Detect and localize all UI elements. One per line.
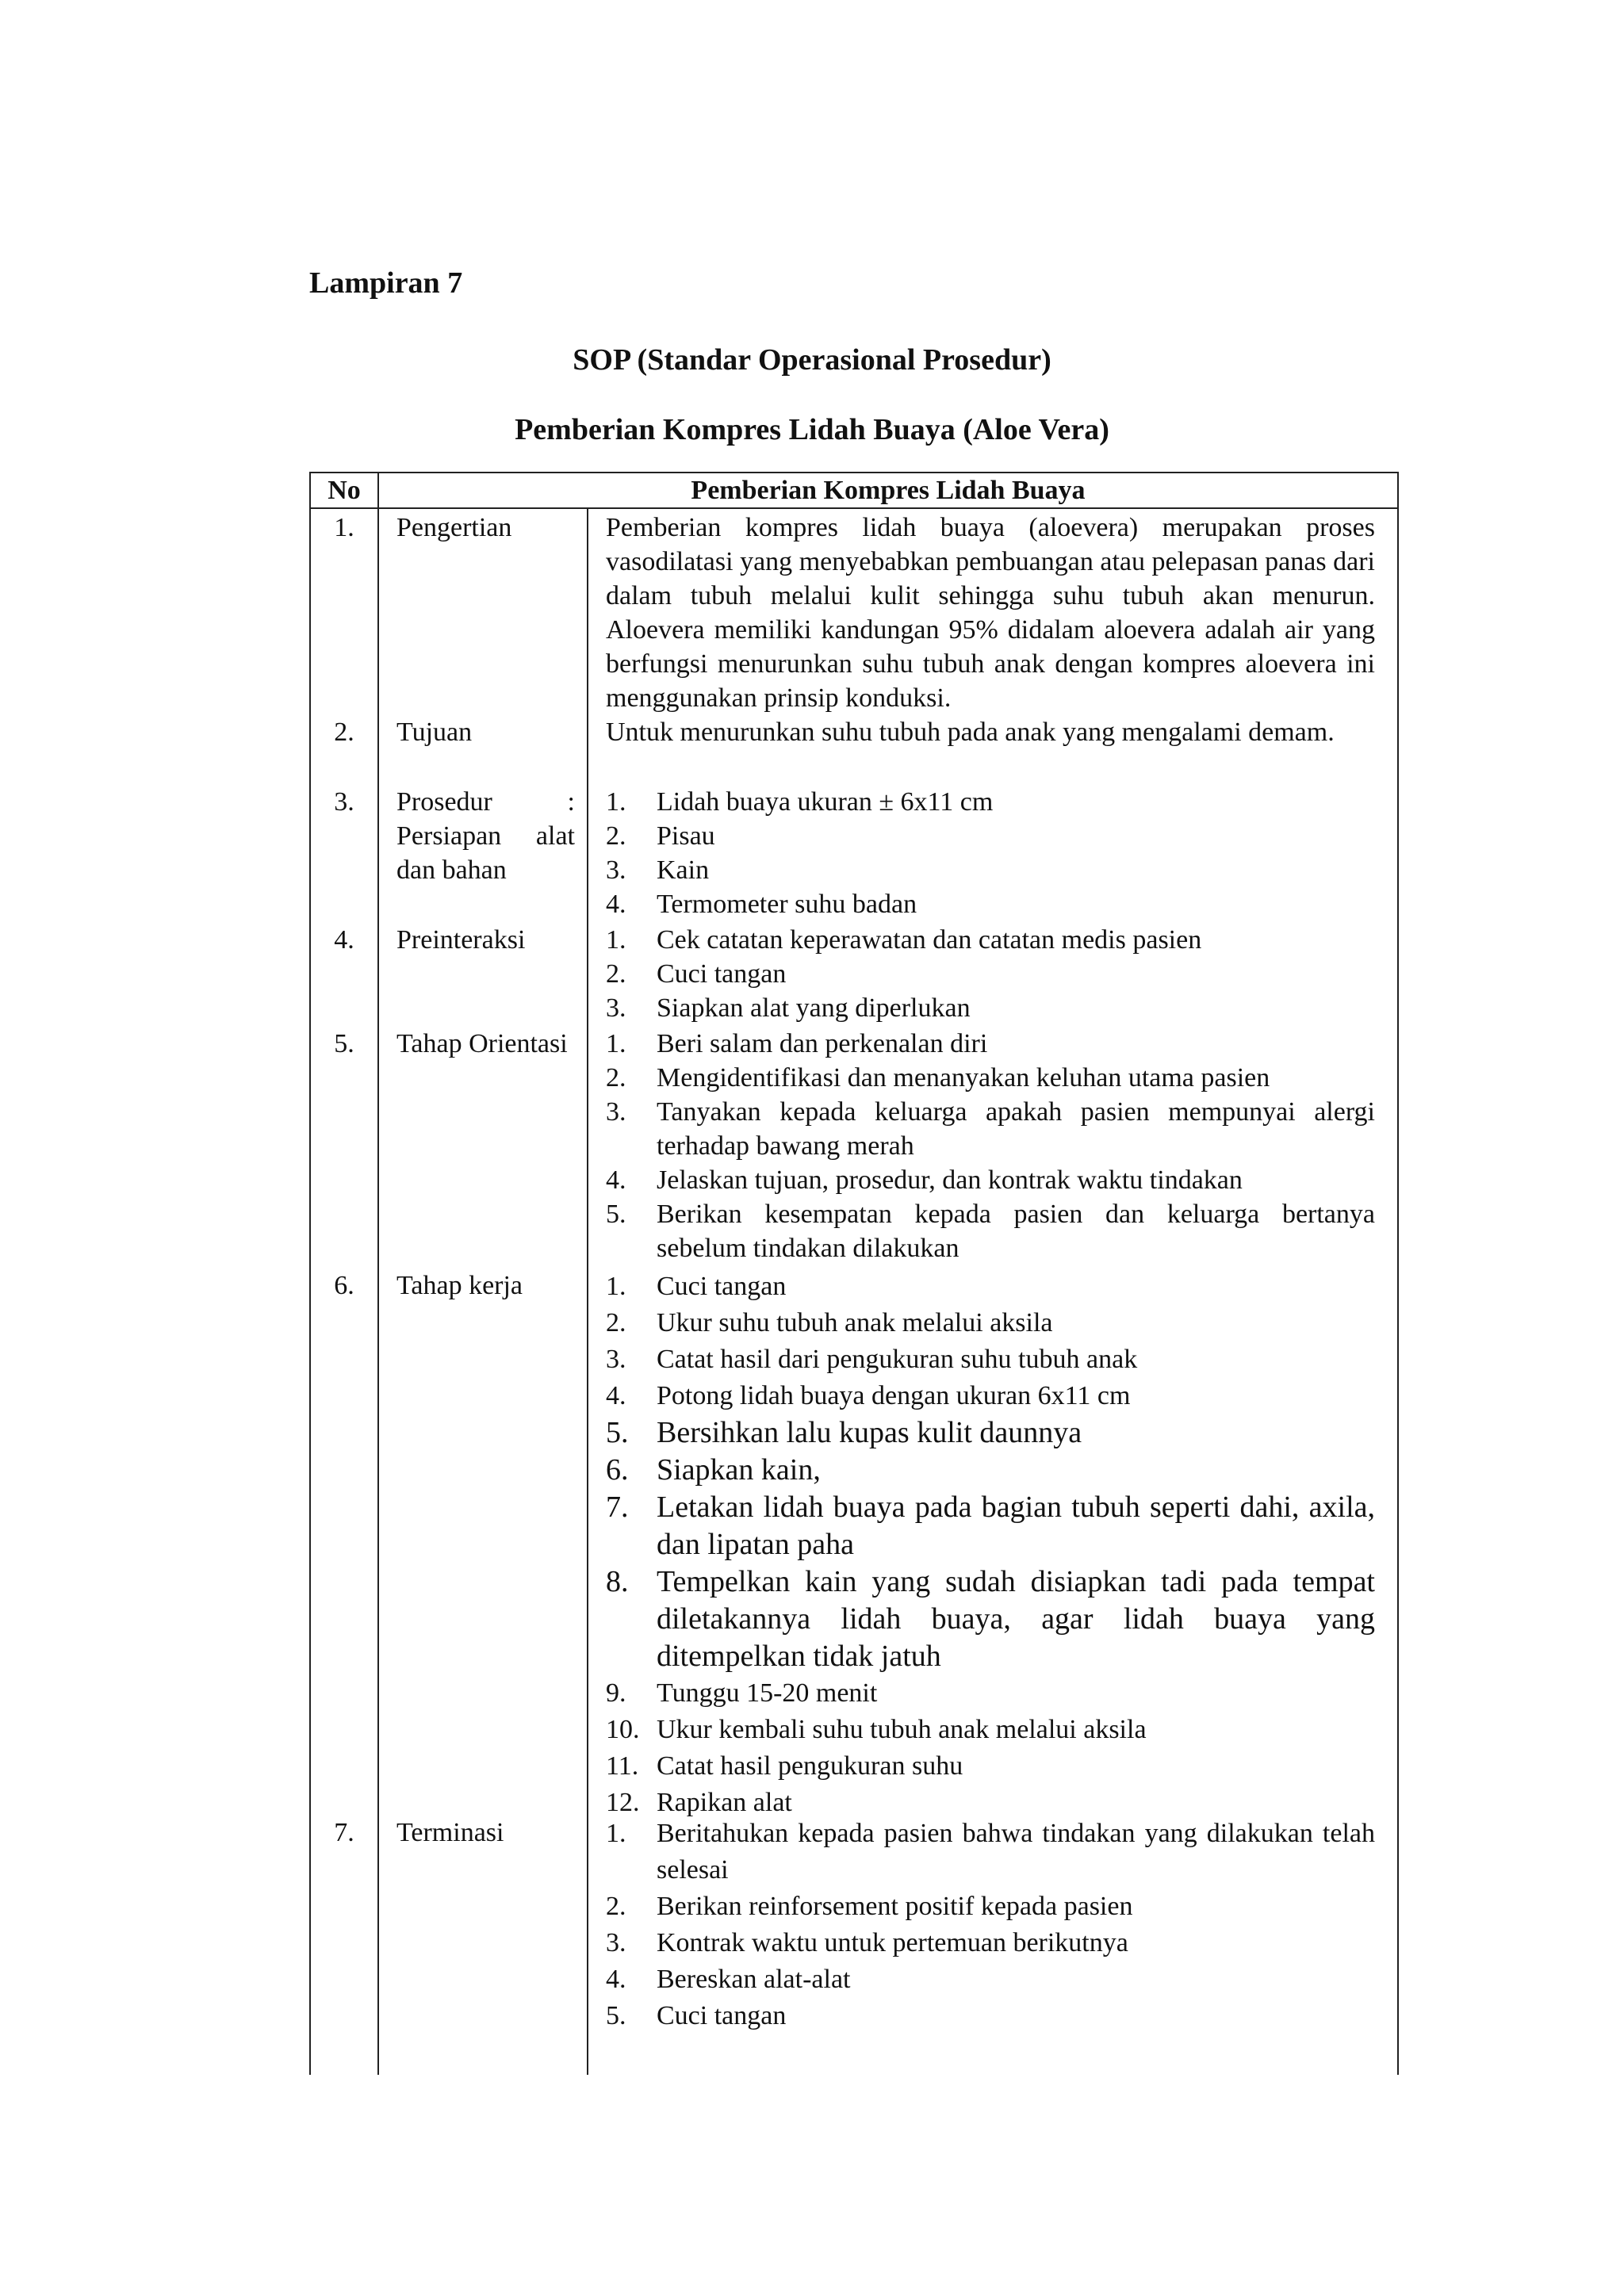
row-label: Terminasi (396, 1818, 504, 1847)
item-number: 4. (606, 890, 626, 919)
purpose-text: Untuk menurunkan suhu tubuh pada anak yang mengalami demam. (606, 718, 1335, 747)
item-text: Beritahukan kepada pasien bahwa tindakan yang dilakukan telah selesai (657, 1819, 1375, 1885)
list-item (606, 1563, 1375, 1675)
item-number: 5. (606, 2001, 626, 2030)
item-text: Bereskan alat-alat (657, 1965, 851, 1994)
item-number: 3. (606, 1928, 626, 1957)
item-text: Letakan lidah buaya pada bagian tubuh seperti dahi, axila, dan lipatan paha (657, 1490, 1375, 1561)
item-number: 3. (606, 1345, 626, 1374)
item-number: 1. (606, 1272, 626, 1301)
row-content (606, 1816, 1375, 2034)
item-text: Catat hasil dari pengukuran suhu tubuh anak (657, 1345, 1138, 1374)
item-text: Tempelkan kain yang sudah disiapkan tadi pada tempat diletakannya lidah buaya, agar lidah buaya yang ditempelkan tidak jatuh (657, 1565, 1375, 1673)
row-number: 1. (334, 513, 354, 542)
step-list (606, 1269, 1375, 1821)
list-item (606, 1269, 1375, 1305)
item-number: 2. (606, 1308, 626, 1337)
row-label: Tahap kerja (396, 1271, 523, 1300)
row-content (606, 923, 1375, 1025)
item-text: Siapkan kain, (657, 1453, 821, 1487)
item-text: Rapikan alat (657, 1788, 792, 1817)
item-text: Catat hasil pengukuran suhu (657, 1751, 963, 1781)
list-item (606, 819, 1375, 853)
row-label: Tahap Orientasi (396, 1029, 568, 1058)
step-list (606, 1816, 1375, 2034)
step-list (606, 923, 1375, 1025)
row-content (606, 511, 1375, 715)
item-text: Berikan kesempatan kepada pasien dan keluarga bertanya sebelum tindakan dilakukan (657, 1200, 1375, 1263)
item-number: 2. (606, 1063, 626, 1093)
row-number: 5. (334, 1029, 354, 1058)
document-subtitle: Pemberian Kompres Lidah Buaya (Aloe Vera) (515, 413, 1109, 446)
item-number: 4. (606, 1965, 626, 1994)
item-text: Tunggu 15-20 menit (657, 1678, 878, 1708)
item-number: 4. (606, 1165, 626, 1195)
item-text: Cek catatan keperawatan dan catatan medis pasien (657, 925, 1202, 955)
item-text: Potong lidah buaya dengan ukuran 6x11 cm (657, 1381, 1131, 1410)
item-text: Jelaskan tujuan, prosedur, dan kontrak waktu tindakan (657, 1165, 1243, 1195)
list-item (606, 1095, 1375, 1163)
row-label: Tujuan (396, 718, 473, 747)
row-content (606, 1027, 1375, 1265)
appendix-heading: Lampiran 7 (309, 266, 463, 300)
item-number: 7. (606, 1490, 629, 1524)
item-number: 3. (606, 993, 626, 1023)
row-number: 7. (334, 1818, 354, 1847)
item-text: Kontrak waktu untuk pertemuan berikutnya (657, 1928, 1128, 1957)
list-item (606, 785, 1375, 819)
row-label: Prosedur : Persiapan alat dan bahan (396, 787, 575, 885)
item-number: 5. (606, 1416, 629, 1449)
header-no: No (327, 476, 361, 505)
item-text: Kain (657, 855, 710, 885)
item-number: 8. (606, 1565, 629, 1598)
list-item (606, 1925, 1375, 1961)
row-content (606, 785, 1375, 921)
list-item (606, 957, 1375, 991)
list-item (606, 1378, 1375, 1414)
row-number: 2. (334, 718, 354, 747)
list-item (606, 923, 1375, 957)
item-text: Ukur kembali suhu tubuh anak melalui aksila (657, 1715, 1147, 1744)
row-content (606, 1269, 1375, 1821)
item-text: Siapkan alat yang diperlukan (657, 993, 971, 1023)
list-item (606, 1489, 1375, 1563)
item-number: 2. (606, 821, 626, 851)
row-number: 6. (334, 1271, 354, 1300)
list-item (606, 1027, 1375, 1061)
list-item (606, 1163, 1375, 1197)
list-item (606, 1961, 1375, 1998)
item-number: 12. (606, 1788, 640, 1817)
document-title: SOP (Standar Operasional Prosedur) (573, 343, 1051, 377)
list-item (606, 1712, 1375, 1748)
item-number: 11. (606, 1751, 639, 1781)
row-number: 4. (334, 925, 354, 955)
item-text: Cuci tangan (657, 1272, 787, 1301)
item-number: 4. (606, 1381, 626, 1410)
list-item (606, 1675, 1375, 1712)
column-divider (587, 508, 588, 2075)
list-item (606, 1305, 1375, 1341)
list-item (606, 1748, 1375, 1785)
item-number: 9. (606, 1678, 626, 1708)
row-label: Pengertian (396, 513, 512, 542)
step-list (606, 785, 1375, 921)
item-number: 10. (606, 1715, 640, 1744)
list-item (606, 1816, 1375, 1888)
list-item (606, 1452, 1375, 1489)
sop-table (309, 472, 1399, 2075)
list-item (606, 887, 1375, 921)
list-item (606, 853, 1375, 887)
item-number: 6. (606, 1453, 629, 1487)
item-number: 5. (606, 1200, 626, 1229)
item-number: 1. (606, 1029, 626, 1058)
list-item (606, 1414, 1375, 1452)
item-text: Cuci tangan (657, 2001, 787, 2030)
item-text: Mengidentifikasi dan menanyakan keluhan utama pasien (657, 1063, 1270, 1093)
list-item (606, 1341, 1375, 1378)
item-number: 1. (606, 787, 626, 817)
item-number: 1. (606, 925, 626, 955)
list-item (606, 1197, 1375, 1265)
item-number: 2. (606, 1892, 626, 1921)
row-content (606, 715, 1375, 749)
item-number: 3. (606, 855, 626, 885)
item-text: Termometer suhu badan (657, 890, 917, 919)
header-divider (311, 507, 1397, 509)
row-label: Preinteraksi (396, 925, 526, 955)
item-text: Lidah buaya ukuran ± 6x11 cm (657, 787, 994, 817)
list-item (606, 1998, 1375, 2034)
item-text: Berikan reinforsement positif kepada pasien (657, 1892, 1133, 1921)
list-item (606, 1888, 1375, 1925)
item-text: Pisau (657, 821, 715, 851)
item-text: Beri salam dan perkenalan diri (657, 1029, 988, 1058)
step-list (606, 1027, 1375, 1265)
header-title: Pemberian Kompres Lidah Buaya (691, 476, 1086, 505)
item-number: 3. (606, 1097, 626, 1127)
item-number: 1. (606, 1819, 626, 1848)
item-number: 2. (606, 959, 626, 989)
definition-text: Pemberian kompres lidah buaya (aloevera) merupakan proses vasodilatasi yang menyebabkan pembuangan atau pelepasan panas dari dalam tubuh melalui kulit sehingga suhu tubuh akan menurun. Aloevera memiliki kandungan 95% didalam aloevera adalah air yang berfungsi menurunkan suhu tubuh anak dengan kompres aloevera ini menggunakan prinsip konduksi. (606, 513, 1375, 713)
list-item (606, 991, 1375, 1025)
row-number: 3. (334, 787, 354, 817)
item-text: Cuci tangan (657, 959, 787, 989)
item-text: Bersihkan lalu kupas kulit daunnya (657, 1416, 1082, 1449)
item-text: Ukur suhu tubuh anak melalui aksila (657, 1308, 1053, 1337)
column-divider (377, 473, 379, 2075)
item-text: Tanyakan kepada keluarga apakah pasien mempunyai alergi terhadap bawang merah (657, 1097, 1375, 1161)
list-item (606, 1061, 1375, 1095)
